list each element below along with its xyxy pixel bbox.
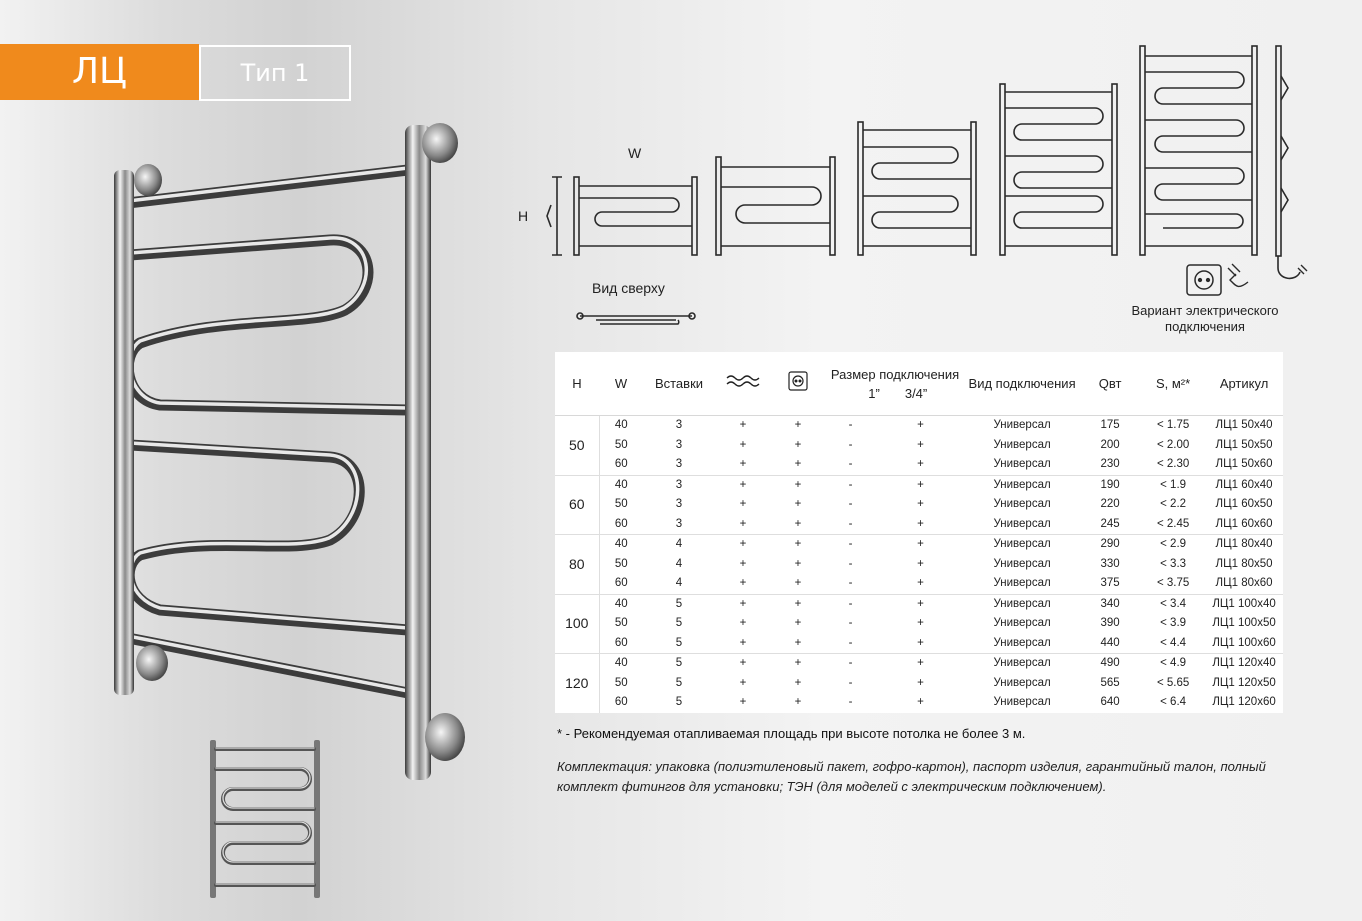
cell-s: < 2.00 [1156, 438, 1190, 451]
col-inserts: Вставки [643, 352, 715, 416]
cell-h: 120 [555, 654, 599, 713]
col-water [715, 352, 771, 416]
cell-water: + [739, 438, 747, 451]
table-row [555, 634, 1283, 654]
cell-conn-type: Универсал [993, 696, 1051, 709]
cell-size-3-4: + [876, 535, 965, 555]
cell-water: + [739, 458, 747, 471]
electric-socket-icon [788, 371, 808, 391]
cell-size-3-4: + [917, 438, 924, 451]
cell-water: + [715, 654, 771, 674]
cell-size-1: - [825, 475, 876, 495]
cell-size-3-4: + [917, 517, 924, 530]
cell-size-3-4: + [917, 458, 924, 471]
cell-size-1: - [848, 438, 853, 451]
footnote: * - Рекомендуемая отапливаемая площадь при высоте потолка не более 3 м. [557, 726, 1026, 741]
series-badge: ЛЦ [0, 44, 199, 100]
cell-electric: + [794, 498, 802, 511]
cell-electric: + [771, 594, 825, 614]
towel-rail-front-view [205, 735, 325, 905]
cell-q: 220 [1100, 498, 1120, 511]
cell-conn-type: Универсал [993, 438, 1051, 451]
cell-w: 40 [599, 416, 643, 436]
table-row [555, 495, 1283, 515]
table-row [555, 535, 1283, 555]
electric-socket-icon [1187, 265, 1221, 295]
cell-article: ЛЦ1 100х40 [1205, 594, 1283, 614]
cell-h: 80 [555, 535, 599, 595]
cell-w: 50 [614, 498, 628, 511]
cell-inserts: 3 [643, 475, 715, 495]
cell-size-1: - [848, 458, 853, 471]
cell-s: < 1.9 [1141, 475, 1205, 495]
cell-electric: + [771, 416, 825, 436]
cell-article: ЛЦ1 60х60 [1215, 517, 1273, 530]
electric-connection-caption: Вариант электрического подключения [1131, 303, 1279, 334]
cell-inserts: 5 [675, 696, 683, 709]
cell-size-1: - [848, 636, 853, 649]
cell-article: ЛЦ1 120х60 [1212, 696, 1276, 709]
cell-s: < 3.4 [1141, 594, 1205, 614]
cell-s: < 2.9 [1141, 535, 1205, 555]
cell-conn-type: Универсал [993, 636, 1051, 649]
cell-size-1: - [848, 517, 853, 530]
cell-size-3-4: + [917, 636, 924, 649]
cell-q: 640 [1100, 696, 1120, 709]
cell-conn-type: Универсал [965, 475, 1079, 495]
cell-conn-type: Универсал [993, 577, 1051, 590]
cell-q: 375 [1100, 577, 1120, 590]
cell-q: 200 [1100, 438, 1120, 451]
cell-conn-type: Универсал [965, 594, 1079, 614]
cell-size-1: - [848, 577, 853, 590]
cell-electric: + [794, 438, 802, 451]
cell-q: 245 [1100, 517, 1120, 530]
cell-w: 50 [614, 557, 628, 570]
cell-w: 60 [614, 458, 628, 471]
height-label: H [518, 208, 529, 224]
cell-electric: + [794, 557, 802, 570]
cell-size-3-4: + [917, 498, 924, 511]
cell-inserts: 4 [643, 535, 715, 555]
cell-inserts: 5 [643, 594, 715, 614]
cell-conn-type: Универсал [965, 416, 1079, 436]
cell-s: < 4.9 [1141, 654, 1205, 674]
cell-w: 40 [599, 475, 643, 495]
cell-q: 190 [1079, 475, 1141, 495]
size-1: 1” [868, 385, 880, 401]
cell-q: 490 [1079, 654, 1141, 674]
cell-q: 290 [1079, 535, 1141, 555]
cell-conn-type: Универсал [993, 517, 1051, 530]
cell-inserts: 3 [675, 438, 683, 451]
top-view-label: Вид сверху [592, 280, 665, 296]
col-conn-type: Вид подключения [965, 352, 1079, 416]
cell-size-3-4: + [917, 617, 924, 630]
cell-electric: + [794, 577, 802, 590]
cell-w: 50 [614, 676, 628, 689]
cell-s: < 2.2 [1160, 498, 1187, 511]
plug-icon [1228, 264, 1307, 286]
cell-article: ЛЦ1 100х60 [1212, 636, 1276, 649]
cell-water: + [715, 594, 771, 614]
cell-h: 100 [555, 594, 599, 654]
col-h: H [555, 352, 599, 416]
cell-electric: + [794, 458, 802, 471]
cell-inserts: 3 [675, 517, 683, 530]
cell-s: < 2.30 [1156, 458, 1190, 471]
table-row [555, 654, 1283, 674]
table-row [555, 574, 1283, 594]
table-row [555, 455, 1283, 475]
cell-conn-type: Универсал [993, 498, 1051, 511]
cell-inserts: 3 [675, 458, 683, 471]
cell-inserts: 5 [675, 617, 683, 630]
cell-s: < 4.4 [1160, 636, 1187, 649]
cell-water: + [715, 475, 771, 495]
type-label: Тип 1 [199, 45, 351, 101]
model-schematics [0, 0, 1362, 340]
cell-q: 230 [1100, 458, 1120, 471]
cell-electric: + [794, 636, 802, 649]
table-row [555, 555, 1283, 575]
cell-s: < 3.3 [1160, 557, 1187, 570]
cell-conn-type: Универсал [993, 557, 1051, 570]
cell-s: < 3.75 [1156, 577, 1190, 590]
cell-size-1: - [825, 416, 876, 436]
col-electric [771, 352, 825, 416]
cell-electric: + [771, 475, 825, 495]
cell-article: ЛЦ1 80х60 [1215, 577, 1273, 590]
cell-water: + [739, 517, 747, 530]
cell-s: < 5.65 [1156, 676, 1190, 689]
cell-q: 340 [1079, 594, 1141, 614]
cell-conn-type: Универсал [965, 654, 1079, 674]
conn-size-title: Размер подключения [830, 366, 960, 382]
cell-water: + [715, 535, 771, 555]
cell-water: + [739, 617, 747, 630]
cell-q: 330 [1100, 557, 1120, 570]
table-row [555, 614, 1283, 634]
cell-article: ЛЦ1 50х60 [1215, 458, 1273, 471]
cell-inserts: 4 [675, 577, 683, 590]
cell-size-3-4: + [876, 594, 965, 614]
cell-size-1: - [825, 535, 876, 555]
cell-article: ЛЦ1 60х40 [1205, 475, 1283, 495]
cell-size-3-4: + [876, 416, 965, 436]
col-s: S, м²* [1141, 352, 1205, 416]
cell-size-3-4: + [876, 654, 965, 674]
cell-article: ЛЦ1 50х40 [1205, 416, 1283, 436]
cell-w: 60 [614, 696, 628, 709]
water-heating-icon [726, 374, 760, 388]
table-row [555, 693, 1283, 713]
cell-water: + [739, 696, 747, 709]
cell-conn-type: Универсал [993, 458, 1051, 471]
cell-conn-type: Универсал [993, 617, 1051, 630]
cell-inserts: 3 [675, 498, 683, 511]
cell-article: ЛЦ1 50х50 [1215, 438, 1273, 451]
cell-article: ЛЦ1 80х50 [1215, 557, 1273, 570]
cell-electric: + [771, 654, 825, 674]
cell-size-3-4: + [917, 696, 924, 709]
width-label: W [628, 145, 642, 161]
col-article: Артикул [1205, 352, 1283, 416]
cell-h: 60 [555, 475, 599, 535]
cell-w: 60 [614, 577, 628, 590]
cell-water: + [739, 498, 747, 511]
cell-electric: + [794, 617, 802, 630]
cell-inserts: 5 [675, 636, 683, 649]
cell-conn-type: Универсал [965, 535, 1079, 555]
cell-s: < 1.75 [1141, 416, 1205, 436]
cell-h: 50 [555, 416, 599, 476]
cell-article: ЛЦ1 100х50 [1212, 617, 1276, 630]
table-row [555, 436, 1283, 456]
cell-w: 50 [614, 617, 628, 630]
cell-w: 40 [599, 535, 643, 555]
cell-inserts: 3 [643, 416, 715, 436]
cell-s: < 2.45 [1156, 517, 1190, 530]
cell-inserts: 5 [643, 654, 715, 674]
cell-size-1: - [848, 498, 853, 511]
cell-w: 60 [614, 517, 628, 530]
cell-water: + [739, 636, 747, 649]
cell-size-3-4: + [876, 475, 965, 495]
equipment-note: Комплектация: упаковка (полиэтиленовый пакет, гофро-картон), паспорт изделия, гарантийный талон, полный комплект фитингов для установки; ТЭН (для моделей с электрическим подключением). [557, 759, 1266, 794]
table-row [555, 674, 1283, 694]
cell-inserts: 4 [675, 557, 683, 570]
col-q: Qвт [1079, 352, 1141, 416]
cell-size-1: - [825, 594, 876, 614]
table-row [555, 515, 1283, 535]
cell-size-3-4: + [917, 676, 924, 689]
cell-size-1: - [848, 557, 853, 570]
cell-w: 60 [614, 636, 628, 649]
cell-size-1: - [848, 676, 853, 689]
cell-w: 40 [599, 594, 643, 614]
table-header-row [555, 352, 1283, 416]
size-3-4: 3/4” [904, 385, 928, 401]
cell-water: + [739, 557, 747, 570]
cell-q: 175 [1079, 416, 1141, 436]
cell-size-1: - [848, 696, 853, 709]
cell-size-3-4: + [917, 557, 924, 570]
cell-s: < 6.4 [1160, 696, 1187, 709]
cell-electric: + [794, 676, 802, 689]
cell-inserts: 5 [675, 676, 683, 689]
cell-size-3-4: + [917, 577, 924, 590]
col-w: W [599, 352, 643, 416]
cell-w: 50 [614, 438, 628, 451]
cell-water: + [739, 577, 747, 590]
cell-conn-type: Универсал [993, 676, 1051, 689]
cell-electric: + [794, 696, 802, 709]
cell-q: 440 [1100, 636, 1120, 649]
cell-s: < 3.9 [1160, 617, 1187, 630]
cell-size-1: - [848, 617, 853, 630]
col-conn-size [825, 352, 965, 416]
table-row [555, 475, 1283, 495]
cell-article: ЛЦ1 80х40 [1205, 535, 1283, 555]
cell-size-1: - [825, 654, 876, 674]
cell-w: 40 [599, 654, 643, 674]
cell-water: + [739, 676, 747, 689]
spec-table [555, 352, 1283, 713]
cell-q: 565 [1100, 676, 1120, 689]
cell-electric: + [771, 535, 825, 555]
table-row [555, 594, 1283, 614]
cell-q: 390 [1100, 617, 1120, 630]
cell-water: + [715, 416, 771, 436]
cell-article: ЛЦ1 120х40 [1205, 654, 1283, 674]
cell-article: ЛЦ1 60х50 [1215, 498, 1273, 511]
cell-article: ЛЦ1 120х50 [1212, 676, 1276, 689]
cell-electric: + [794, 517, 802, 530]
table-row [555, 416, 1283, 436]
